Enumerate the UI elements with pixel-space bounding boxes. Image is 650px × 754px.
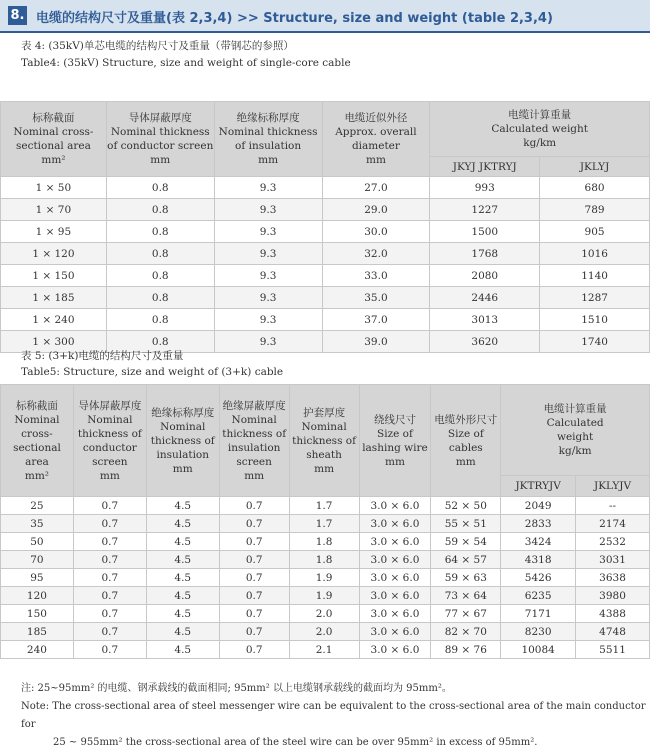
- table-cell: 32.0: [322, 243, 430, 265]
- table-cell: 2.0: [289, 605, 359, 623]
- table-cell: 0.7: [219, 587, 289, 605]
- table5-caption-cn: 表 5: (3+k)电缆的结构尺寸及重量: [21, 350, 184, 362]
- table-cell: 64 × 57: [431, 551, 501, 569]
- table-cell: 4318: [501, 551, 576, 569]
- table-cell: 150: [1, 605, 74, 623]
- table-cell: 1016: [540, 243, 650, 265]
- table-cell: 55 × 51: [431, 515, 501, 533]
- table-cell: 2.0: [289, 623, 359, 641]
- table-cell: 27.0: [322, 177, 430, 199]
- table-cell: 0.7: [73, 605, 146, 623]
- table-cell: 10084: [501, 641, 576, 659]
- table-cell: 3.0 × 6.0: [359, 641, 431, 659]
- table-cell: 2080: [430, 265, 540, 287]
- table-cell: 0.7: [73, 497, 146, 515]
- table-cell: 0.8: [106, 221, 214, 243]
- table-cell: 9.3: [214, 199, 322, 221]
- table-cell: 4.5: [146, 587, 219, 605]
- t4-header-weight: 电缆计算重量 Calculated weight kg/km: [430, 102, 650, 157]
- table-cell: 120: [1, 587, 74, 605]
- table-cell: 29.0: [322, 199, 430, 221]
- table-cell: 1 × 150: [1, 265, 107, 287]
- table-cell: 3013: [430, 309, 540, 331]
- table-cell: 0.8: [106, 199, 214, 221]
- table-cell: 4.5: [146, 551, 219, 569]
- table-cell: 1.7: [289, 497, 359, 515]
- table-cell: 9.3: [214, 177, 322, 199]
- table-cell: 0.7: [219, 569, 289, 587]
- section-number: 8.: [8, 6, 27, 25]
- table4-body: [1, 177, 650, 353]
- table-cell: 52 × 50: [431, 497, 501, 515]
- table-cell: 25: [1, 497, 74, 515]
- table-cell: 33.0: [322, 265, 430, 287]
- table-cell: 9.3: [214, 309, 322, 331]
- table-cell: 240: [1, 641, 74, 659]
- table-cell: 0.7: [73, 515, 146, 533]
- table-cell: 0.7: [219, 515, 289, 533]
- table-cell: 0.7: [73, 533, 146, 551]
- table5-caption-en: Table5: Structure, size and weight of (3+k) cable: [21, 366, 284, 378]
- table-cell: 0.7: [219, 551, 289, 569]
- t5-header-screen: 导体屏蔽厚度 Nominal thickness of conductor screen mm: [73, 385, 146, 497]
- table-cell: 0.8: [106, 177, 214, 199]
- table-cell: --: [576, 497, 650, 515]
- table-cell: 9.3: [214, 287, 322, 309]
- table-cell: 1 × 70: [1, 199, 107, 221]
- table5-body: [1, 497, 650, 659]
- table5: [0, 384, 650, 659]
- table-cell: 789: [540, 199, 650, 221]
- t4-header-diameter: 电缆近似外径 Approx. overall diameter mm: [322, 102, 430, 177]
- table-cell: 4.5: [146, 641, 219, 659]
- table-row: [1, 605, 650, 623]
- table-cell: 3.0 × 6.0: [359, 587, 431, 605]
- table4: [0, 101, 650, 353]
- table-cell: 0.7: [219, 605, 289, 623]
- t4-header-insulation: 绝缘标称厚度 Nominal thickness of insulation mm: [214, 102, 322, 177]
- table-row: [1, 623, 650, 641]
- table-cell: 89 × 76: [431, 641, 501, 659]
- table-cell: 3.0 × 6.0: [359, 533, 431, 551]
- t5-header-insulation: 绝缘标称厚度 Nominal thickness of insulation mm: [146, 385, 219, 497]
- table-cell: 4.5: [146, 533, 219, 551]
- table-cell: 35: [1, 515, 74, 533]
- table-cell: 1 × 300: [1, 331, 107, 353]
- note-en-line1: Note: The cross-sectional area of steel messenger wire can be equivalent to the cross-sectional area of the main conductor for: [21, 701, 646, 730]
- table-cell: 1140: [540, 265, 650, 287]
- table-cell: 70: [1, 551, 74, 569]
- notes: [21, 680, 646, 752]
- table-cell: 95: [1, 569, 74, 587]
- table-cell: 9.3: [214, 265, 322, 287]
- table-cell: 59 × 63: [431, 569, 501, 587]
- table-cell: 0.7: [73, 551, 146, 569]
- table-cell: 39.0: [322, 331, 430, 353]
- table-row: [1, 265, 650, 287]
- table-cell: 1768: [430, 243, 540, 265]
- table-cell: 3424: [501, 533, 576, 551]
- table-cell: 1 × 50: [1, 177, 107, 199]
- table-cell: 0.8: [106, 309, 214, 331]
- table-row: [1, 177, 650, 199]
- table-cell: 4.5: [146, 497, 219, 515]
- table-cell: 3.0 × 6.0: [359, 605, 431, 623]
- table-cell: 2833: [501, 515, 576, 533]
- table-cell: 2446: [430, 287, 540, 309]
- table-cell: 3.0 × 6.0: [359, 497, 431, 515]
- t4-header-area: 标称截面 Nominal cross- sectional area mm²: [1, 102, 107, 177]
- table-cell: 3.0 × 6.0: [359, 551, 431, 569]
- table-cell: 1 × 120: [1, 243, 107, 265]
- table-cell: 3620: [430, 331, 540, 353]
- table-cell: 4.5: [146, 515, 219, 533]
- table-cell: 3031: [576, 551, 650, 569]
- table-cell: 50: [1, 533, 74, 551]
- table-cell: 1.7: [289, 515, 359, 533]
- table-cell: 3.0 × 6.0: [359, 569, 431, 587]
- table-cell: 0.7: [219, 497, 289, 515]
- table-cell: 1.9: [289, 569, 359, 587]
- table-cell: 30.0: [322, 221, 430, 243]
- table-cell: 59 × 54: [431, 533, 501, 551]
- table-cell: 993: [430, 177, 540, 199]
- table-cell: 0.8: [106, 243, 214, 265]
- table-cell: 0.7: [73, 569, 146, 587]
- table-cell: 1.8: [289, 533, 359, 551]
- table-cell: 3638: [576, 569, 650, 587]
- table-row: [1, 287, 650, 309]
- table-cell: 4748: [576, 623, 650, 641]
- table-cell: 1 × 95: [1, 221, 107, 243]
- table-cell: 73 × 64: [431, 587, 501, 605]
- table-cell: 82 × 70: [431, 623, 501, 641]
- t4-header-screen: 导体屏蔽厚度 Nominal thickness of conductor screen mm: [106, 102, 214, 177]
- table-cell: 3980: [576, 587, 650, 605]
- table-row: [1, 515, 650, 533]
- table-cell: 2532: [576, 533, 650, 551]
- table-cell: 8230: [501, 623, 576, 641]
- table-cell: 1287: [540, 287, 650, 309]
- t5-header-ins-screen: 绝缘屏蔽厚度 Nominal thickness of insulation screen mm: [219, 385, 289, 497]
- table4-caption-cn: 表 4: (35kV)单芯电缆的结构尺寸及重量（带钢芯的参照）: [21, 40, 294, 52]
- table-cell: 7171: [501, 605, 576, 623]
- table-cell: 0.8: [106, 265, 214, 287]
- t4-subheader-1: JKYJ JKTRYJ: [430, 157, 540, 177]
- table-row: [1, 641, 650, 659]
- table-cell: 0.7: [73, 641, 146, 659]
- table-cell: 6235: [501, 587, 576, 605]
- table-cell: 4.5: [146, 569, 219, 587]
- table-cell: 3.0 × 6.0: [359, 623, 431, 641]
- table-cell: 2.1: [289, 641, 359, 659]
- table-cell: 1510: [540, 309, 650, 331]
- note-en-line2: 25 ~ 955mm² the cross-sectional area of the steel wire can be over 95mm² in excess of 95mm².: [53, 737, 538, 748]
- table-cell: 1740: [540, 331, 650, 353]
- table-row: [1, 497, 650, 515]
- table-row: [1, 309, 650, 331]
- t5-header-cable-size: 电缆外形尺寸 Size of cables mm: [431, 385, 501, 497]
- section-header: [0, 0, 650, 33]
- table-cell: 2174: [576, 515, 650, 533]
- table-cell: 37.0: [322, 309, 430, 331]
- table-row: [1, 199, 650, 221]
- table-cell: 1 × 185: [1, 287, 107, 309]
- table-cell: 9.3: [214, 221, 322, 243]
- table4-caption-en: Table4: (35kV) Structure, size and weight of single-core cable: [21, 57, 351, 69]
- table-cell: 0.8: [106, 331, 214, 353]
- table-cell: 4.5: [146, 605, 219, 623]
- table-row: [1, 221, 650, 243]
- table-cell: 0.7: [219, 623, 289, 641]
- table-row: [1, 551, 650, 569]
- table-row: [1, 569, 650, 587]
- t5-subheader-2: JKLYJV: [576, 476, 650, 497]
- table-cell: 9.3: [214, 331, 322, 353]
- table-cell: 4388: [576, 605, 650, 623]
- table-cell: 5426: [501, 569, 576, 587]
- table-cell: 4.5: [146, 623, 219, 641]
- table-cell: 3.0 × 6.0: [359, 515, 431, 533]
- section-title: 电缆的结构尺寸及重量(表 2,3,4) >> Structure, size and weight (table 2,3,4): [36, 11, 553, 26]
- table-cell: 1 × 240: [1, 309, 107, 331]
- t5-header-lashing: 绕线尺寸 Size of lashing wire mm: [359, 385, 431, 497]
- table-cell: 680: [540, 177, 650, 199]
- table-cell: 35.0: [322, 287, 430, 309]
- table-row: [1, 533, 650, 551]
- table-row: [1, 587, 650, 605]
- t4-subheader-2: JKLYJ: [540, 157, 650, 177]
- table-cell: 0.8: [106, 287, 214, 309]
- table-cell: 0.7: [73, 623, 146, 641]
- t5-header-weight: 电缆计算重量 Calculated weight kg/km: [501, 385, 650, 476]
- t5-header-sheath: 护套厚度 Nominal thickness of sheath mm: [289, 385, 359, 497]
- table-cell: 5511: [576, 641, 650, 659]
- table-cell: 9.3: [214, 243, 322, 265]
- table-cell: 1500: [430, 221, 540, 243]
- table-cell: 905: [540, 221, 650, 243]
- table-cell: 0.7: [219, 533, 289, 551]
- table-cell: 185: [1, 623, 74, 641]
- table-cell: 0.7: [219, 641, 289, 659]
- t5-header-area: 标称截面 Nominal cross- sectional area mm²: [1, 385, 74, 497]
- table-cell: 0.7: [73, 587, 146, 605]
- table-cell: 1.9: [289, 587, 359, 605]
- table-cell: 1227: [430, 199, 540, 221]
- table-row: [1, 243, 650, 265]
- t5-subheader-1: JKTRYJV: [501, 476, 576, 497]
- table-cell: 2049: [501, 497, 576, 515]
- table-cell: 1.8: [289, 551, 359, 569]
- table-cell: 77 × 67: [431, 605, 501, 623]
- note-cn: 注: 25~95mm² 的电缆、钢承载线的截面相同; 95mm² 以上电缆钢承载线的截面均为 95mm²。: [21, 683, 452, 694]
